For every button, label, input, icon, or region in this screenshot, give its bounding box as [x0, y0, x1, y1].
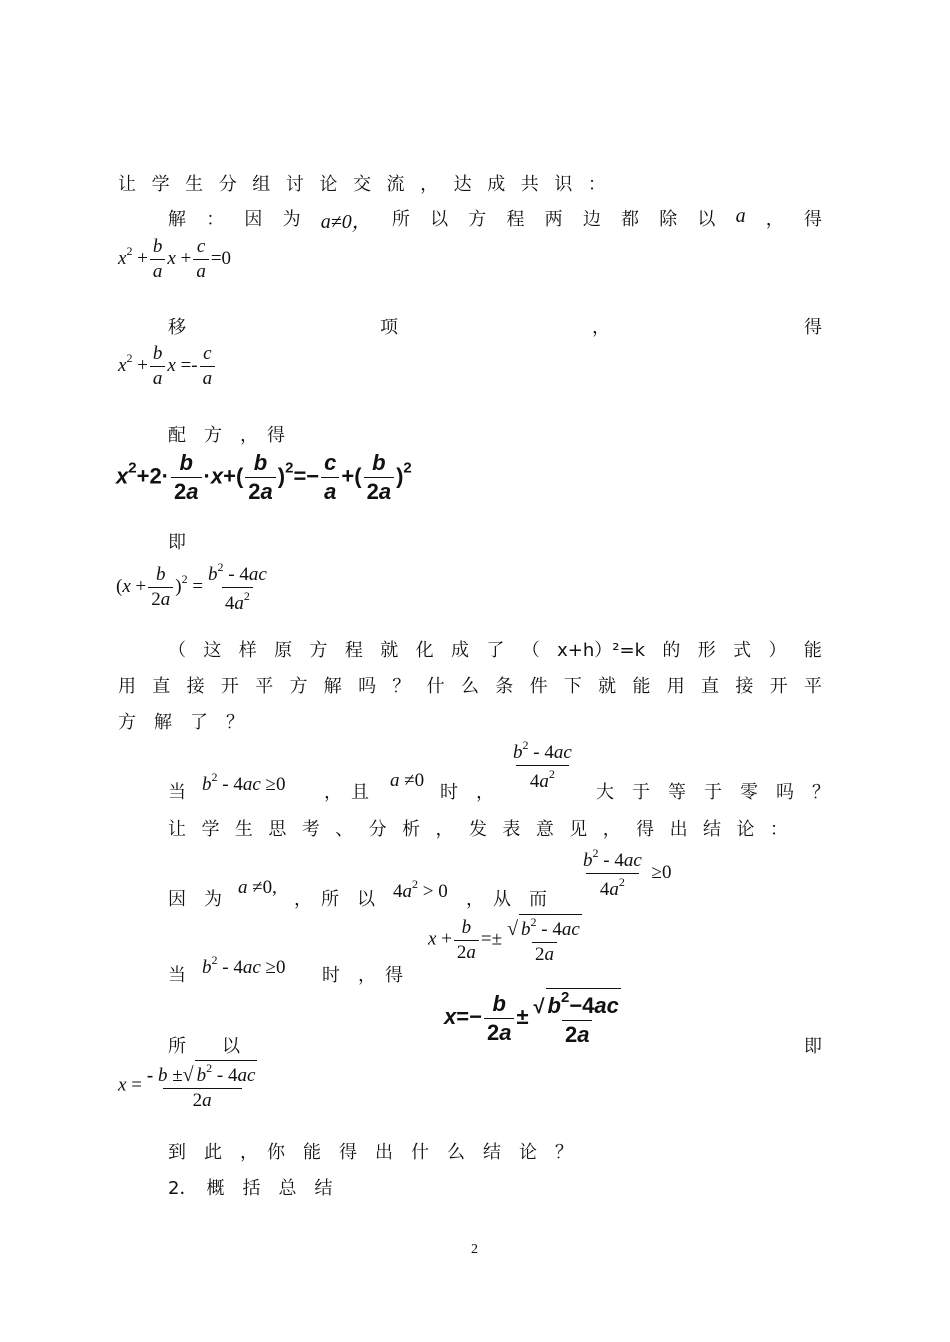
fraction-discriminant-1: $\frac{b^2 - 4ac}{4a^2}$ — [513, 738, 572, 792]
discuss-char: 成 — [487, 174, 506, 195]
equation-complete-square: $x^2+2\cdot$ $\frac{b}{2a}$ ·x+( $\frac{b}{2a}$ )$^2$=− $\frac{c}{a}$ +( $\frac{b}{2a}$ )$^2$ — [116, 450, 412, 504]
q1a-char: 方 — [309, 640, 328, 661]
think-char: 发 — [468, 819, 487, 840]
quadratic-formula: x = $\frac{- b \pm√ b^2 - 4ac}{2a}$ — [118, 1061, 256, 1111]
discuss-char: 论 — [319, 174, 338, 195]
think-char: ， — [602, 819, 621, 840]
section-summary-heading: 2． 概 括 总 结 — [168, 1178, 333, 1199]
solve-char: 除 — [659, 209, 678, 230]
think-char: 、 — [335, 819, 354, 840]
q1b-char: 平 — [803, 676, 822, 697]
q1a-char: 原 — [274, 640, 293, 661]
q1b-char: 就 — [598, 676, 617, 697]
think-char: 见 — [569, 819, 588, 840]
q1a-char: 程 — [344, 640, 363, 661]
discuss-char: 讨 — [285, 174, 304, 195]
q1b-char: 方 — [289, 676, 308, 697]
q1b-char: 接 — [186, 676, 205, 697]
q1b-char: 用 — [666, 676, 685, 697]
q1a-char: 的 — [662, 640, 681, 661]
then-label-1: 时 ， — [440, 782, 494, 803]
solve-char: 因 — [244, 209, 263, 230]
discuss-char: ： — [587, 174, 606, 195]
q1b-char: 接 — [735, 676, 754, 697]
thus-label: ， 从 而 — [466, 889, 547, 910]
discuss-char: 组 — [252, 174, 271, 195]
namely-label: 即 — [168, 532, 186, 553]
q1b-char: 直 — [701, 676, 720, 697]
q1b-char: 开 — [220, 676, 239, 697]
solve-char: 得 — [803, 209, 822, 230]
solution-intro-line — [168, 205, 822, 234]
therefore-label: 所 以 — [168, 1036, 240, 1057]
think-char: 生 — [234, 819, 253, 840]
q1b-char: 条 — [495, 676, 514, 697]
solve-char: a≠0， — [320, 211, 372, 233]
question-line-1 — [168, 636, 822, 662]
think-char: 得 — [636, 819, 655, 840]
complete-square-label: 配 方 ， 得 — [168, 425, 285, 446]
q1b-char: 开 — [769, 676, 788, 697]
q1b-char: 解 — [323, 676, 342, 697]
q1b-char: 件 — [529, 676, 548, 697]
q1b-char: 吗 — [358, 676, 377, 697]
discuss-char: 学 — [151, 174, 170, 195]
think-char: 析 — [402, 819, 421, 840]
q1b-char: 平 — [255, 676, 274, 697]
question-line-3: 方 解 了 ？ — [118, 712, 244, 733]
because-label: 因 为 — [168, 889, 222, 910]
equation-root-form: x + $\frac{b}{2a}$ =± $\frac{√ b^2 - 4ac}{2a}$ — [428, 915, 580, 965]
think-char: 学 — [201, 819, 220, 840]
think-char: 分 — [368, 819, 387, 840]
q1b-char: 什 — [426, 676, 445, 697]
question-nonnegative: 大 于 等 于 零 吗 ？ — [596, 782, 830, 803]
think-char: 思 — [268, 819, 287, 840]
solve-char: 所 — [391, 209, 410, 230]
discussion-line — [118, 170, 606, 196]
discuss-char: 识 — [554, 174, 573, 195]
q1a-char: 成 — [451, 640, 469, 661]
discuss-char: 生 — [185, 174, 204, 195]
discuss-char: ， — [420, 174, 439, 195]
then-label-2: 时 ， 得 — [322, 965, 403, 986]
think-char: 让 — [168, 819, 186, 840]
equation-divide-by-a: $x^2$ + $\frac{b}{a}$ x + $\frac{c}{a}$ =0 — [118, 236, 232, 282]
question-line-2 — [118, 672, 822, 698]
equation-square-form: (x + $\frac{b}{2a}$ )$^2$ = $\frac{b^2 - 4ac}{4a^2}$ — [116, 560, 267, 614]
q1a-char: 形 — [697, 640, 716, 661]
equation-solution-bold: x=− $\frac{b}{2a}$ ± $\frac{√ b^2-4ac}{2a}$ — [444, 989, 619, 1047]
q1a-char: （ — [521, 640, 540, 661]
q1b-char: 用 — [118, 676, 136, 697]
condition-discriminant-2: $b^2 - 4ac \ge 0$ — [202, 953, 286, 978]
move-char: ， — [592, 317, 610, 338]
so-label-1: ， 所 以 — [294, 889, 375, 910]
solve-char: 以 — [430, 209, 449, 230]
solve-char: ， — [765, 209, 784, 230]
q1b-char: 能 — [632, 676, 651, 697]
discuss-char: 达 — [453, 174, 472, 195]
solve-char: ： — [206, 209, 225, 230]
think-char: ， — [435, 819, 454, 840]
q1a-char: ） — [768, 640, 787, 661]
q1a-char: 化 — [415, 640, 434, 661]
condition-a-nonzero-1: a ≠0 — [390, 770, 425, 791]
q1a-char: x+h）²=k — [557, 640, 645, 661]
and-label: ， 且 — [324, 782, 369, 803]
q1b-char: 直 — [152, 676, 171, 697]
q1b-char: ？ — [392, 676, 411, 697]
think-char: 结 — [703, 819, 721, 840]
discuss-char: 让 — [118, 174, 136, 195]
solve-char: 方 — [468, 209, 487, 230]
when-label-2: 当 — [168, 965, 186, 986]
when-label-1: 当 — [168, 782, 186, 803]
four-a-squared-positive: $4a^2 > 0$ — [393, 877, 448, 902]
q1a-char: 样 — [238, 640, 257, 661]
think-char: 考 — [301, 819, 320, 840]
q1b-char: 下 — [563, 676, 582, 697]
solve-char: 两 — [544, 209, 563, 230]
discuss-char: 交 — [352, 174, 371, 195]
q1b-char: 么 — [460, 676, 479, 697]
condition-a-nonzero-2: a ≠0, — [238, 877, 277, 898]
think-char: 论 — [736, 819, 755, 840]
q1a-char: 这 — [203, 640, 222, 661]
move-terms-line — [168, 313, 822, 339]
solve-char: 边 — [582, 209, 601, 230]
solve-char: 解 — [168, 209, 186, 230]
move-char: 项 — [380, 317, 398, 338]
discuss-char: 分 — [218, 174, 237, 195]
q1a-char: 能 — [803, 640, 822, 661]
think-char: 意 — [535, 819, 554, 840]
fraction-nonnegative: $\frac{b^2 - 4ac}{4a^2}$ ≥0 — [583, 846, 672, 900]
think-line — [168, 815, 788, 841]
condition-discriminant-1: $b^2 - 4ac \ge 0$ — [202, 770, 286, 795]
q1a-char: （ — [168, 640, 186, 661]
solve-char: 程 — [506, 209, 525, 230]
think-char: 出 — [669, 819, 688, 840]
q1a-char: 了 — [486, 640, 505, 661]
discuss-char: 流 — [386, 174, 405, 195]
solve-char: 都 — [621, 209, 640, 230]
page-number: 2 — [471, 1242, 478, 1257]
solve-char: 为 — [282, 209, 301, 230]
conclusion-question: 到 此 ， 你 能 得 出 什 么 结 论 ？ — [168, 1142, 573, 1163]
q1a-char: 式 — [733, 640, 752, 661]
move-char: 得 — [804, 317, 822, 338]
equation-move-terms: $x^2$ + $\frac{b}{a}$ x =- $\frac{c}{a}$ — [118, 343, 217, 390]
move-char: 移 — [168, 317, 186, 338]
solve-char: a — [735, 205, 746, 227]
q1a-char: 就 — [380, 640, 399, 661]
namely-label-2: 即 — [804, 1036, 822, 1057]
think-char: 表 — [502, 819, 521, 840]
solve-char: 以 — [697, 209, 716, 230]
think-char: ： — [769, 819, 788, 840]
discuss-char: 共 — [520, 174, 539, 195]
